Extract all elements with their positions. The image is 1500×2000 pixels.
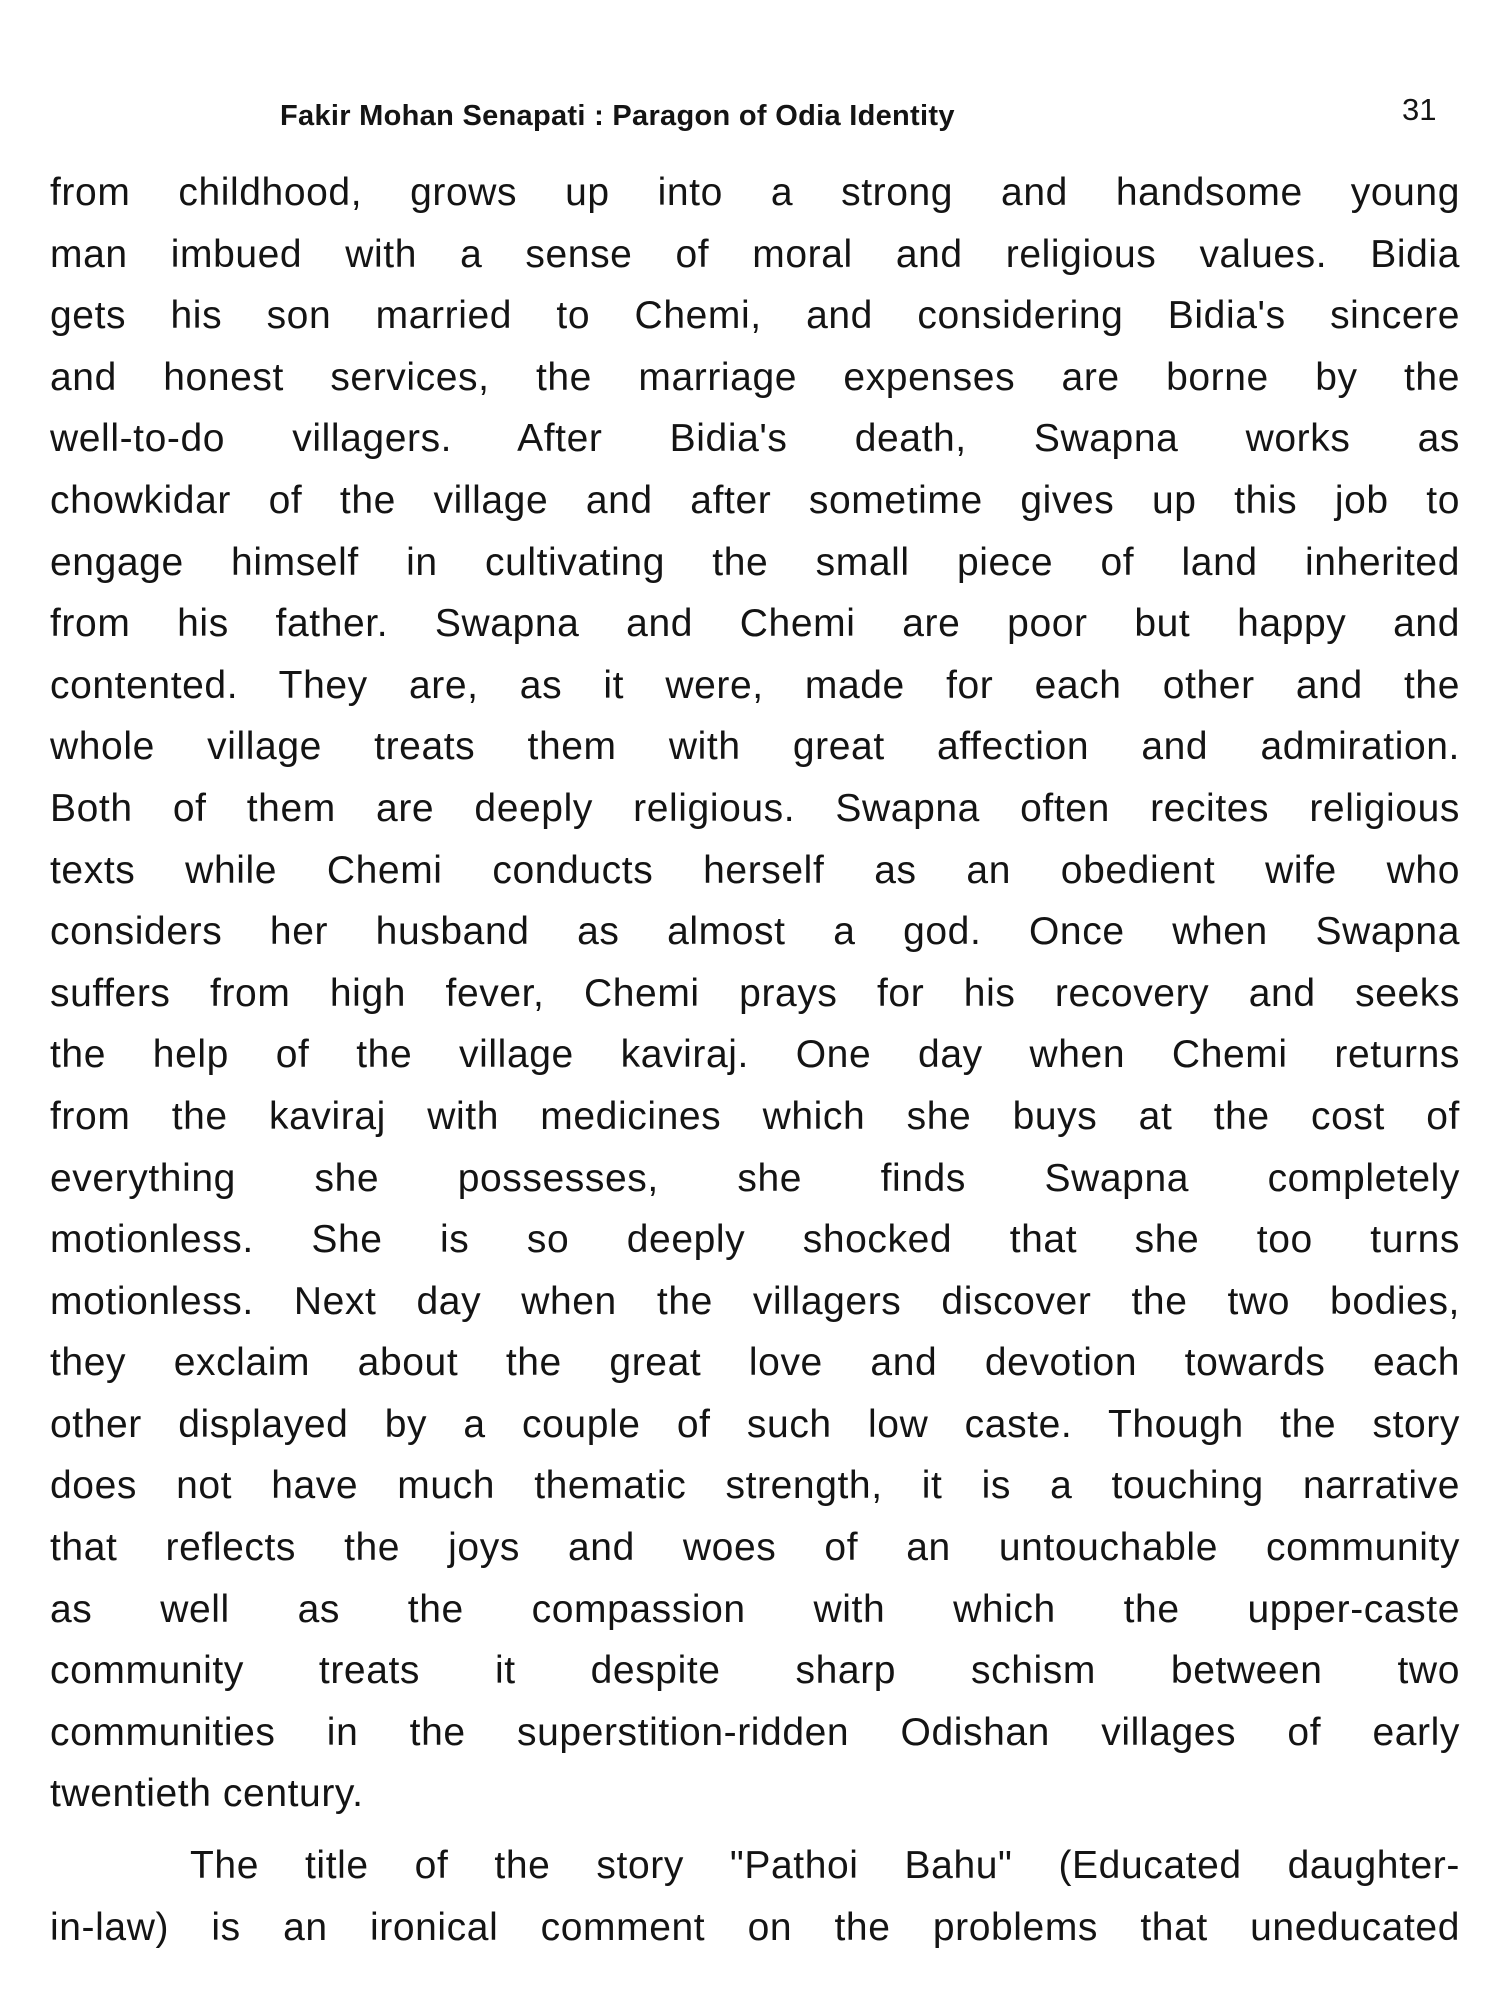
text-line: motionless. She is so deeply shocked that she too turns [50, 1218, 1460, 1262]
text-line: texts while Chemi conducts herself as an obedient wife who [50, 848, 1460, 892]
paragraph [50, 162, 1460, 1825]
page-number: 31 [1402, 92, 1437, 127]
text-line: gets his son married to Chemi, and considering Bidia's sincere [50, 294, 1460, 338]
text-line: contented. They are, as it were, made for each other and the [50, 663, 1460, 707]
text-line: and honest services, the marriage expenses are borne by the [50, 355, 1460, 399]
text-line: that reflects the joys and woes of an untouchable community [50, 1526, 1460, 1570]
text-line: they exclaim about the great love and devotion towards each [50, 1341, 1460, 1385]
text-line: communities in the superstition-ridden Odishan villages of early [50, 1710, 1460, 1754]
text-line: the help of the village kaviraj. One day when Chemi returns [50, 1033, 1460, 1077]
text-line: whole village treats them with great affection and admiration. [50, 725, 1460, 769]
text-line: from the kaviraj with medicines which she buys at the cost of [50, 1094, 1460, 1138]
running-header: Fakir Mohan Senapati : Paragon of Odia Identity [280, 100, 955, 132]
text-line: from his father. Swapna and Chemi are poor but happy and [50, 602, 1460, 646]
text-line: everything she possesses, she finds Swapna completely [50, 1156, 1460, 1200]
text-line: well-to-do villagers. After Bidia's death, Swapna works as [50, 417, 1460, 461]
text-line: from childhood, grows up into a strong and handsome young [50, 171, 1460, 214]
text-line: other displayed by a couple of such low caste. Though the story [50, 1402, 1460, 1446]
text-line: motionless. Next day when the villagers discover the two bodies, [50, 1279, 1460, 1323]
text-line: in-law) is an ironical comment on the problems that uneducated [50, 1905, 1460, 1949]
text-line: man imbued with a sense of moral and religious values. Bidia [50, 232, 1460, 276]
text-line: Both of them are deeply religious. Swapna often recites religious [50, 786, 1460, 830]
page-body [50, 162, 1460, 1958]
text-line: The title of the story "Pathoi Bahu" (Educated daughter- [190, 1844, 1460, 1888]
text-line: twentieth century. [50, 1772, 364, 1816]
text-line: as well as the compassion with which the upper-caste [50, 1587, 1460, 1631]
text-line: considers her husband as almost a god. Once when Swapna [50, 910, 1460, 954]
text-line: suffers from high fever, Chemi prays for his recovery and seeks [50, 971, 1460, 1015]
text-line: chowkidar of the village and after sometime gives up this job to [50, 478, 1460, 522]
text-line: community treats it despite sharp schism between two [50, 1649, 1460, 1693]
text-line: does not have much thematic strength, it is a touching narrative [50, 1464, 1460, 1508]
text-line: engage himself in cultivating the small piece of land inherited [50, 540, 1460, 584]
paragraph [50, 1835, 1460, 1958]
